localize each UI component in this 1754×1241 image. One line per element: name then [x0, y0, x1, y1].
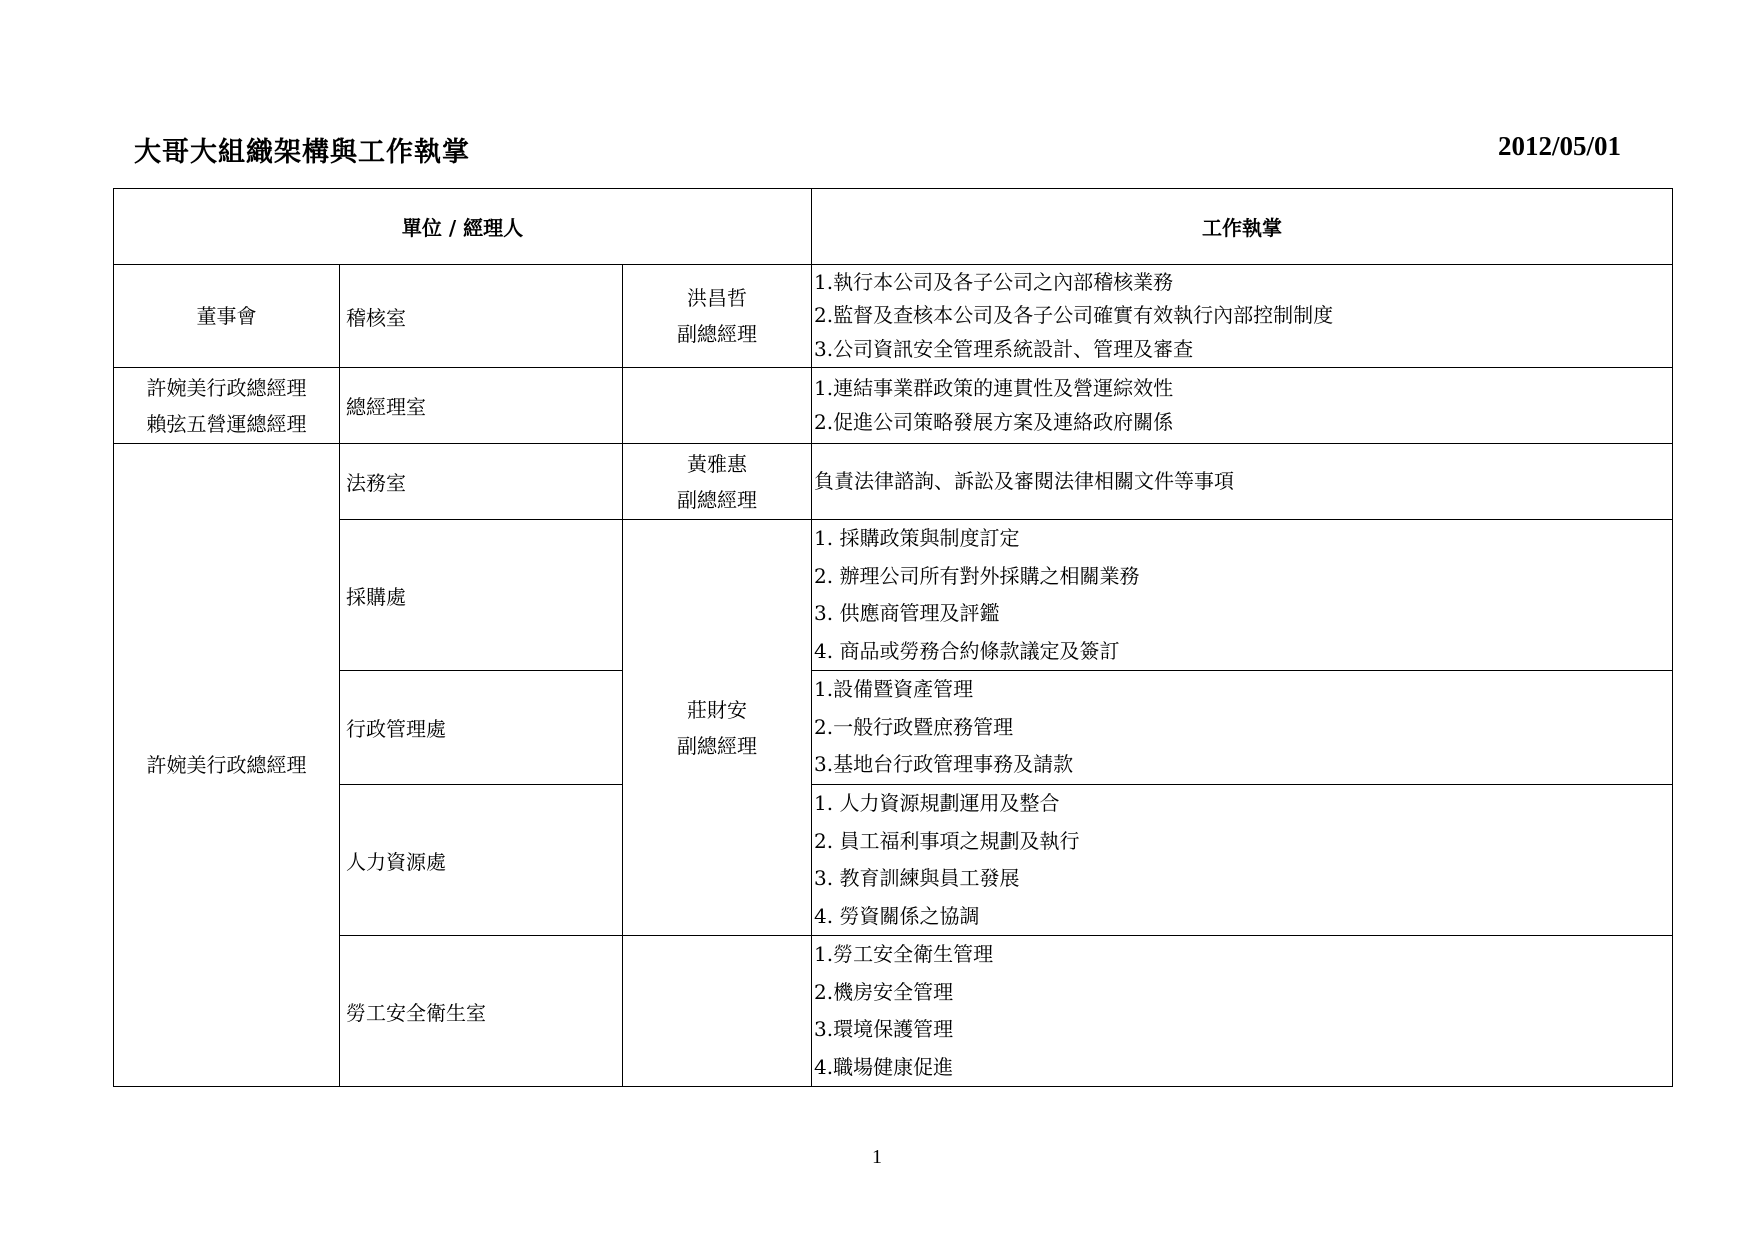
duty-item: 1. 人力資源規劃運用及整合: [814, 791, 1060, 815]
org-cell: [114, 368, 340, 444]
manager-name: 洪昌哲: [687, 286, 748, 310]
duty-item: 3.公司資訊安全管理系統設計、管理及審查: [814, 336, 1194, 361]
manager-cell: [623, 444, 812, 520]
table-row: [114, 265, 1673, 368]
manager-title: 副總經理: [677, 733, 758, 758]
page-title: 大哥大組織架構與工作執掌: [134, 137, 470, 168]
duty-item: 3.環境保護管理: [814, 1017, 954, 1041]
duty-item: 2.監督及查核本公司及各子公司確實有效執行內部控制制度: [814, 303, 1334, 328]
unit-cell: 人力資源處: [340, 785, 623, 936]
unit-cell: 法務室: [340, 444, 623, 520]
table-row: [114, 368, 1673, 444]
duty-item: 1.勞工安全衛生管理: [814, 942, 994, 966]
table-row: [114, 520, 1673, 671]
unit-cell: 勞工安全衛生室: [340, 936, 623, 1087]
org-name: 董事會: [196, 304, 257, 328]
table-row: [114, 444, 1673, 520]
duty-cell: [812, 936, 1673, 1087]
unit-cell: 行政管理處: [340, 671, 623, 785]
duty-item: 4. 勞資關係之協調: [814, 903, 980, 928]
org-name: 許婉美行政總經理: [146, 375, 307, 400]
page-number: 1: [872, 1146, 882, 1168]
duty-item: 3. 教育訓練與員工發展: [814, 866, 1020, 890]
header-duties: 工作執掌: [812, 189, 1673, 265]
duty-item: 1.連結事業群政策的連貫性及營運綜效性: [814, 376, 1174, 400]
duty-item: 2.一般行政暨庶務管理: [814, 714, 1014, 739]
table-row: [114, 671, 1673, 785]
duty-item: 1.執行本公司及各子公司之內部稽核業務: [814, 269, 1174, 294]
duty-item: 3.基地台行政管理事務及請款: [814, 752, 1074, 777]
table-header-row: [114, 189, 1673, 265]
manager-name: 莊財安: [687, 697, 748, 722]
duty-item: 2.促進公司策略發展方案及連絡政府關係: [814, 409, 1174, 434]
unit-cell: 採購處: [340, 520, 623, 671]
manager-title: 副總經理: [677, 487, 758, 512]
org-chart-table: [113, 188, 1673, 1087]
manager-cell: [623, 265, 812, 368]
header-unit-manager: 單位 / 經理人: [114, 189, 812, 265]
duty-cell: [812, 265, 1673, 368]
duty-item: 負責法律諮詢、訴訟及審閱法律相關文件等事項: [814, 468, 1235, 493]
duty-item: 4.職場健康促進: [814, 1054, 954, 1079]
duty-cell: [812, 520, 1673, 671]
duty-item: 2. 員工福利事項之規劃及執行: [814, 828, 1080, 853]
manager-cell: [623, 520, 812, 936]
unit-cell: 稽核室: [340, 265, 623, 368]
table-row: [114, 785, 1673, 936]
unit-cell: 總經理室: [340, 368, 623, 444]
org-cell: [114, 444, 340, 1087]
table-row: [114, 936, 1673, 1087]
document-date: 2012/05/01: [1497, 131, 1621, 161]
duty-item: 3. 供應商管理及評鑑: [814, 601, 1000, 625]
duty-item: 2.機房安全管理: [814, 979, 954, 1004]
duty-item: 2. 辦理公司所有對外採購之相關業務: [814, 563, 1140, 588]
duty-cell: [812, 785, 1673, 936]
duty-item: 1. 採購政策與制度訂定: [814, 526, 1020, 550]
duty-item: 1.設備暨資產管理: [814, 677, 974, 702]
duty-item: 4. 商品或勞務合約條款議定及簽訂: [814, 638, 1120, 663]
org-cell: [114, 265, 340, 368]
manager-title: 副總經理: [677, 322, 758, 346]
manager-cell: [623, 368, 812, 444]
duty-cell: [812, 671, 1673, 785]
duty-cell: [812, 444, 1673, 520]
org-name: 許婉美行政總經理: [146, 753, 307, 777]
org-name: 賴弦五營運總經理: [146, 411, 307, 436]
duty-cell: [812, 368, 1673, 444]
manager-name: 黃雅惠: [687, 451, 748, 476]
manager-cell: [623, 936, 812, 1087]
